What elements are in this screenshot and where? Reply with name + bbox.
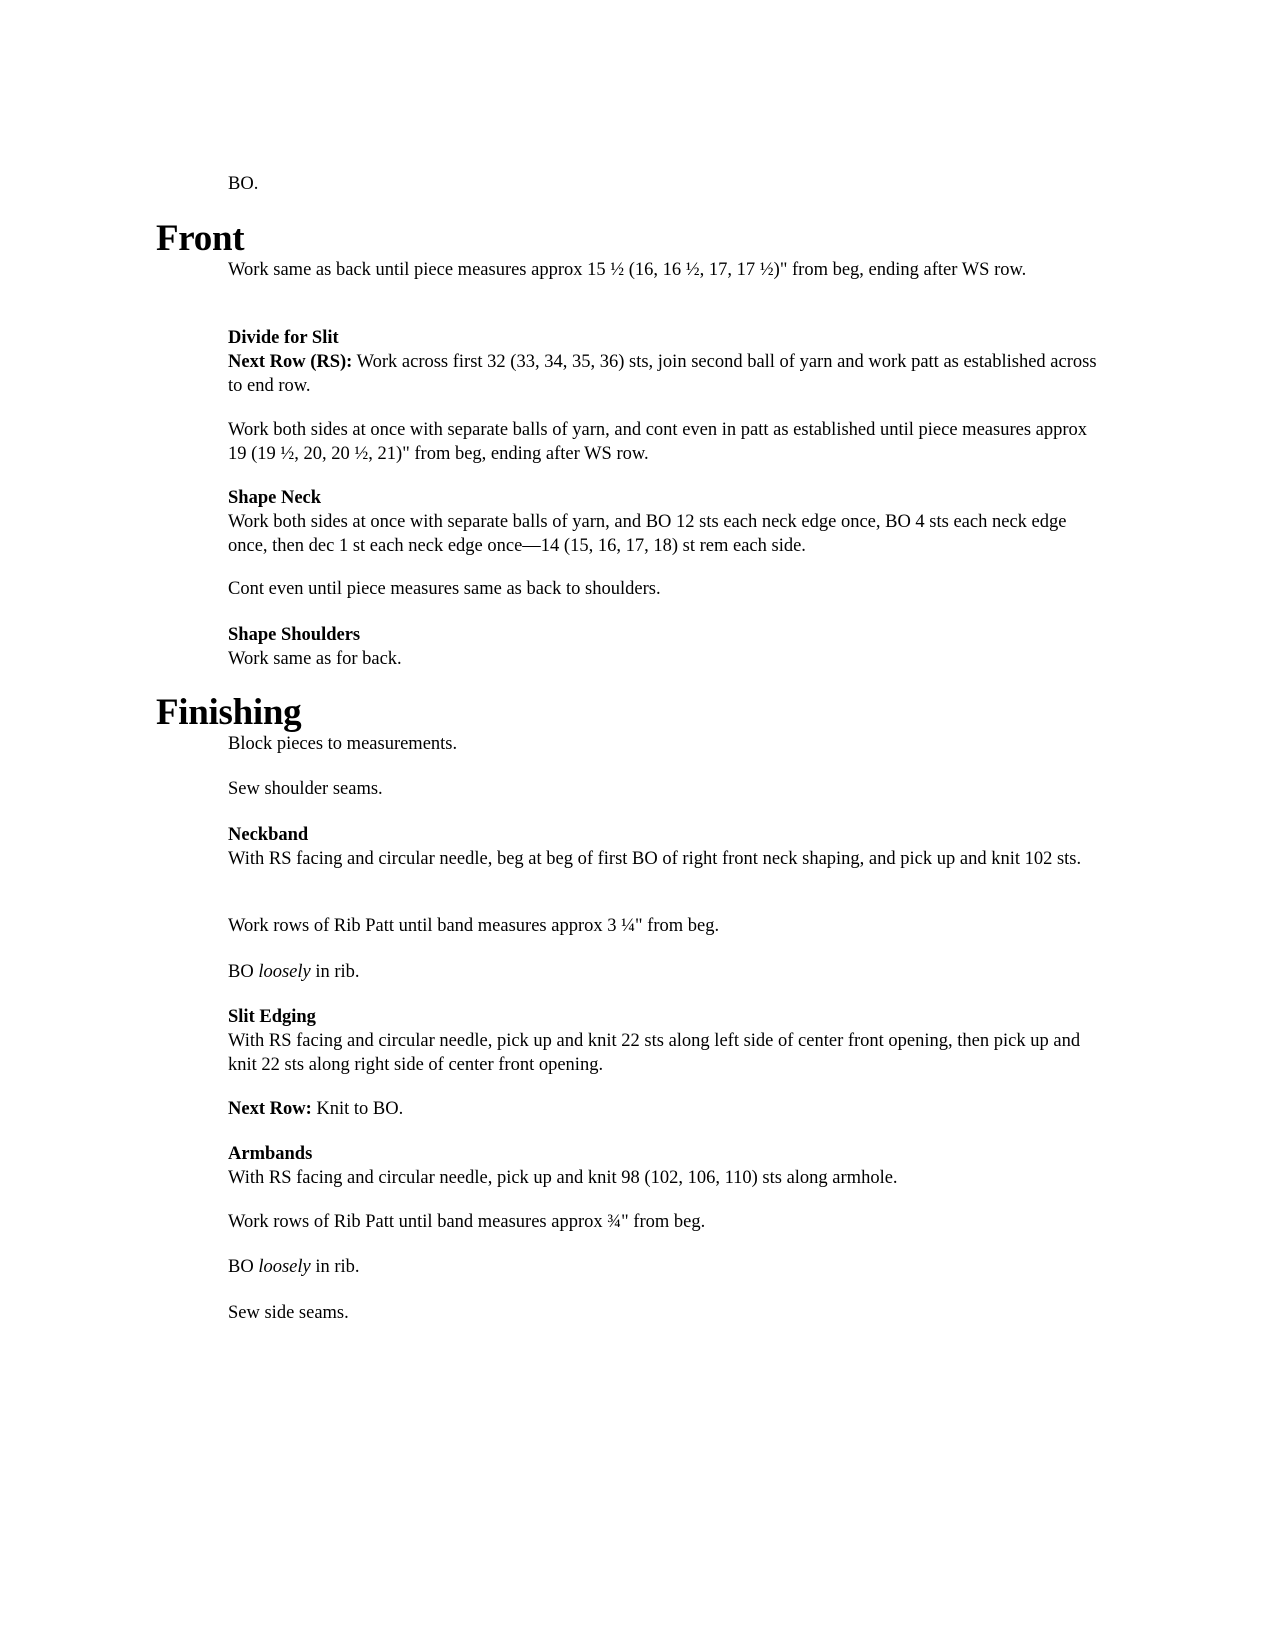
neckband-p2: Work rows of Rib Patt until band measures approx 3 ¼" from beg. (228, 916, 720, 936)
slit-next-row-paragraph (228, 1097, 1108, 1121)
slit-edging-section (228, 1005, 1108, 1077)
armbands-p4: Sew side seams. (228, 1303, 349, 1323)
slit-edging-next-row (228, 1097, 1108, 1121)
neckband-p3-em: loosely (258, 962, 311, 982)
shape-neck-paragraph-2 (228, 577, 1108, 601)
shape-shoulders-section (228, 623, 1108, 671)
neckband-p3-a: BO (228, 962, 259, 982)
armbands-paragraph-4 (228, 1301, 1108, 1325)
next-row-rs-label: Next Row (RS): (228, 352, 353, 372)
finishing-paragraph-2 (228, 777, 1108, 801)
armbands-paragraph-2 (228, 1210, 1108, 1234)
shape-neck-title: Shape Neck (228, 488, 322, 508)
next-row-text: Knit to BO. (311, 1099, 404, 1119)
finishing-paragraph-1 (228, 732, 1108, 756)
shape-shoulders-title: Shape Shoulders (228, 625, 361, 645)
armbands-section (228, 1142, 1108, 1190)
divide-p2-text: Work both sides at once with separate balls of yarn, and cont even in patt as established until piece measures approx 19 (19 ½, 20, 20 ½, 21)" from beg, ending after WS row. (228, 420, 1088, 464)
armbands-p1: With RS facing and circular needle, pick up and knit 98 (102, 106, 110) sts along armhole. (228, 1168, 898, 1188)
neckband-section (228, 823, 1108, 871)
neckband-p1: With RS facing and circular needle, beg at beg of first BO of right front neck shaping, and pick up and knit 102 sts. (228, 849, 1082, 869)
finishing-heading: Finishing (156, 692, 302, 733)
slit-edging-p1: With RS facing and circular needle, pick up and knit 22 sts along left side of center front opening, then pick up and knit 22 sts along right side of center front opening. (228, 1031, 1081, 1075)
armbands-p3 (228, 1255, 1108, 1279)
neckband-title: Neckband (228, 825, 309, 845)
shape-neck-section (228, 486, 1108, 558)
finishing-p1: Block pieces to measurements. (228, 734, 458, 754)
neckband-paragraph-2 (228, 914, 1108, 938)
next-row-label: Next Row: (228, 1099, 312, 1119)
front-heading: Front (156, 218, 245, 259)
shape-neck-p1: Work both sides at once with separate balls of yarn, and BO 12 sts each neck edge once, BO 4 sts each neck edge once, then dec 1 st each neck edge once—14 (15, 16, 17, 18) st rem each side. (228, 512, 1067, 556)
shape-shoulders-p1: Work same as for back. (228, 649, 402, 669)
intro-text: BO. (228, 174, 259, 194)
armbands-p3-a: BO (228, 1257, 259, 1277)
front-intro-text: Work same as back until piece measures approx 15 ½ (16, 16 ½, 17, 17 ½)" from beg, ending after WS row. (228, 260, 1027, 280)
next-row-rs-text: Work across first 32 (33, 34, 35, 36) sts, join second ball of yarn and work patt as established across to end row. (228, 352, 1097, 396)
armbands-p2: Work rows of Rib Patt until band measures approx ¾" from beg. (228, 1212, 706, 1232)
divide-for-slit-title: Divide for Slit (228, 328, 339, 348)
shape-neck-p2: Cont even until piece measures same as back to shoulders. (228, 579, 661, 599)
armbands-p3-b: in rib. (310, 1257, 360, 1277)
armbands-paragraph-3 (228, 1255, 1108, 1279)
armbands-title: Armbands (228, 1144, 313, 1164)
armbands-p3-em: loosely (258, 1257, 311, 1277)
neckband-paragraph-3 (228, 960, 1108, 984)
slit-edging-title: Slit Edging (228, 1007, 316, 1027)
divide-for-slit-section (228, 326, 1108, 398)
neckband-p3-b: in rib. (310, 962, 360, 982)
intro-paragraph (228, 172, 1108, 196)
divide-next-row-paragraph (228, 350, 1108, 398)
neckband-p3 (228, 960, 1108, 984)
divide-paragraph-2 (228, 418, 1108, 466)
finishing-p2: Sew shoulder seams. (228, 779, 383, 799)
front-intro-paragraph (228, 258, 1108, 282)
